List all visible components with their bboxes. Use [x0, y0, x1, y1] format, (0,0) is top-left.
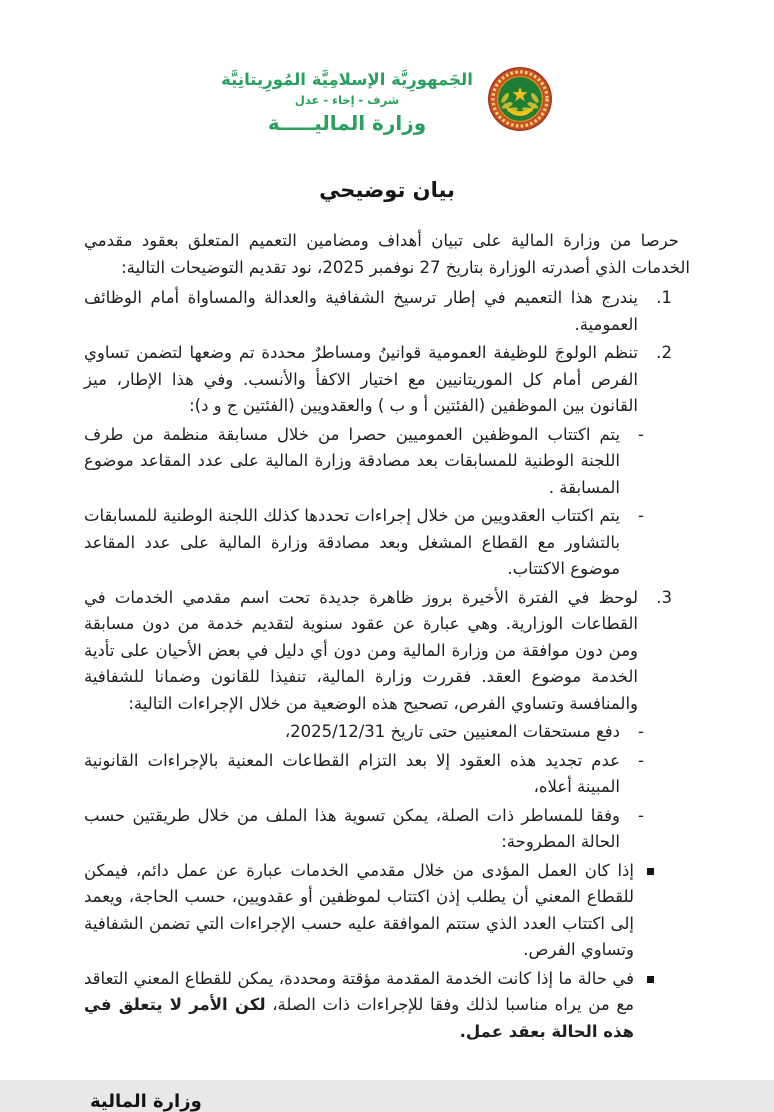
- item-number: 2.: [656, 343, 672, 362]
- item-text: [84, 858, 634, 964]
- square-bullet-icon: [634, 858, 656, 964]
- item-text: يندرج هذا التعميم في إطار ترسيخ الشفافية والعدالة والمساواة أمام الوظائف العمومية.: [84, 288, 638, 334]
- case-item-permanent-work: [84, 858, 690, 964]
- intro-paragraph: حرصا من وزارة المالية على تبيان أهداف ومضامين التعميم المتعلق بعقود مقدمي الخدمات الذي أصدرته الوزارة بتاريخ 27 نوفمبر 2025، نود تقديم التوضيحات التالية:: [84, 231, 690, 277]
- item-text-bold: لكن الأمر لا يتعلق في هذه الحالة بعقد عمل.: [84, 995, 634, 1041]
- dash-item-measure-1: [84, 719, 690, 746]
- dash-icon: -: [638, 805, 644, 825]
- item-text: يتم اكتتاب الموظفين العموميين حصرا من خلال مسابقة منظمة من طرف اللجنة الوطنية للمسابقات بعد مصادقة وزارة المالية على عدد المقاعد موضوع المسابقة .: [84, 424, 620, 497]
- item-text: دفع مستحقات المعنيين حتى تاريخ 2025/12/31،: [284, 722, 620, 741]
- item-text: عدم تجديد هذه العقود إلا بعد التزام القطاعات المعنية بالإجراءات القانونية المبينة أعلاه،: [84, 750, 620, 796]
- item-text: لوحظ في الفترة الأخيرة بروز ظاهرة جديدة تحت اسم مقدمي الخدمات في القطاعات الوزارية. وهي عبارة عن عقود سنوية لتقديم خدمة من دون مسابقة ومن دون موافقة من وزارة المالية ومن دون أي دليل في بعض الأحيان على تأدية الخدمة موضوع العقد. فقررت وزارة المالية، تنفيذا للقانون وضمانا للشفافية والمنافسة وتساوي الفرص، تصحيح هذه الوضعية من خلال الإجراءات التالية:: [84, 587, 638, 713]
- document-title: بيان توضيحي: [319, 178, 455, 202]
- item-text: تنظم الولوجَ للوظيفة العمومية قوانينُ ومساطرٌ محددة تم وضعها لتضمن تساوي الفرص أمام كل الموريتانيين مع اختيار الاكفأ والأنسب. وفي هذا الإطار، ميز القانون بين الموظفين (الفئتين أ و ب ) والعقدويين (الفئتين ج و د):: [84, 343, 638, 415]
- document-body: [0, 228, 774, 1045]
- dash-icon: -: [638, 722, 644, 741]
- numbered-item-3: [84, 585, 690, 718]
- mauritania-state-seal-icon: [487, 66, 553, 132]
- square-bullet-icon: [634, 966, 656, 1046]
- dash-icon: -: [638, 424, 644, 444]
- item-text-normal: في حالة ما إذا كانت الخدمة المقدمة مؤقتة ومحددة، يمكن للقطاع المعني التعاقد مع من يراه مناسبا لذلك وفقا للإجراءات ذات الصلة،: [84, 968, 634, 1014]
- dash-item-measure-2: [84, 748, 690, 801]
- dash-icon: -: [638, 506, 644, 525]
- republic-name: الجَمهورِيَّة الإسلامِيَّة المُورِيتانِيَّة: [221, 70, 473, 89]
- item-number: 1.: [656, 288, 672, 307]
- numbered-item-2: [84, 340, 690, 420]
- item-text-normal: إذا كان العمل المؤدى من خلال مقدمي الخدمات عبارة عن عمل دائم، فيمكن للقطاع المعني أن يطلب إذن اكتتاب لموظفين أو عقدويين، حسب الحاجة، ويعمد إلى اكتتاب العدد الذي ستتم الموافقة عليه حسب الإجراءات التي تضمن الشفافية وتساوي الفرص.: [84, 860, 634, 959]
- item-text: يتم اكتتاب العقدويين من خلال إجراءات تحددها كذلك اللجنة الوطنية للمسابقات بالتشاور مع القطاع المشغل وبعد مصادقة وزارة المالية على عدد المقاعد موضوع الاكتتاب.: [84, 506, 620, 578]
- case-item-temporary-service: [84, 966, 690, 1046]
- item-number: 3.: [656, 587, 672, 607]
- dash-item-recruitment-1: [84, 422, 690, 502]
- signature: وزارة المالية: [90, 1091, 202, 1112]
- ministry-name: وزارة الماليـــــة: [267, 111, 427, 135]
- dash-item-measure-3: [84, 803, 690, 856]
- item-text: [84, 966, 634, 1046]
- numbered-item-1: [84, 285, 690, 338]
- item-text: وفقا للمساطر ذات الصلة، يمكن تسوية هذا الملف من خلال طريقتين حسب الحالة المطروحة:: [84, 805, 620, 851]
- dash-icon: -: [638, 750, 644, 770]
- dash-item-recruitment-2: [84, 503, 690, 583]
- letterhead-text: [221, 66, 473, 136]
- letterhead: [0, 0, 774, 136]
- national-motto: شرف - إخاء - عدل: [294, 92, 400, 107]
